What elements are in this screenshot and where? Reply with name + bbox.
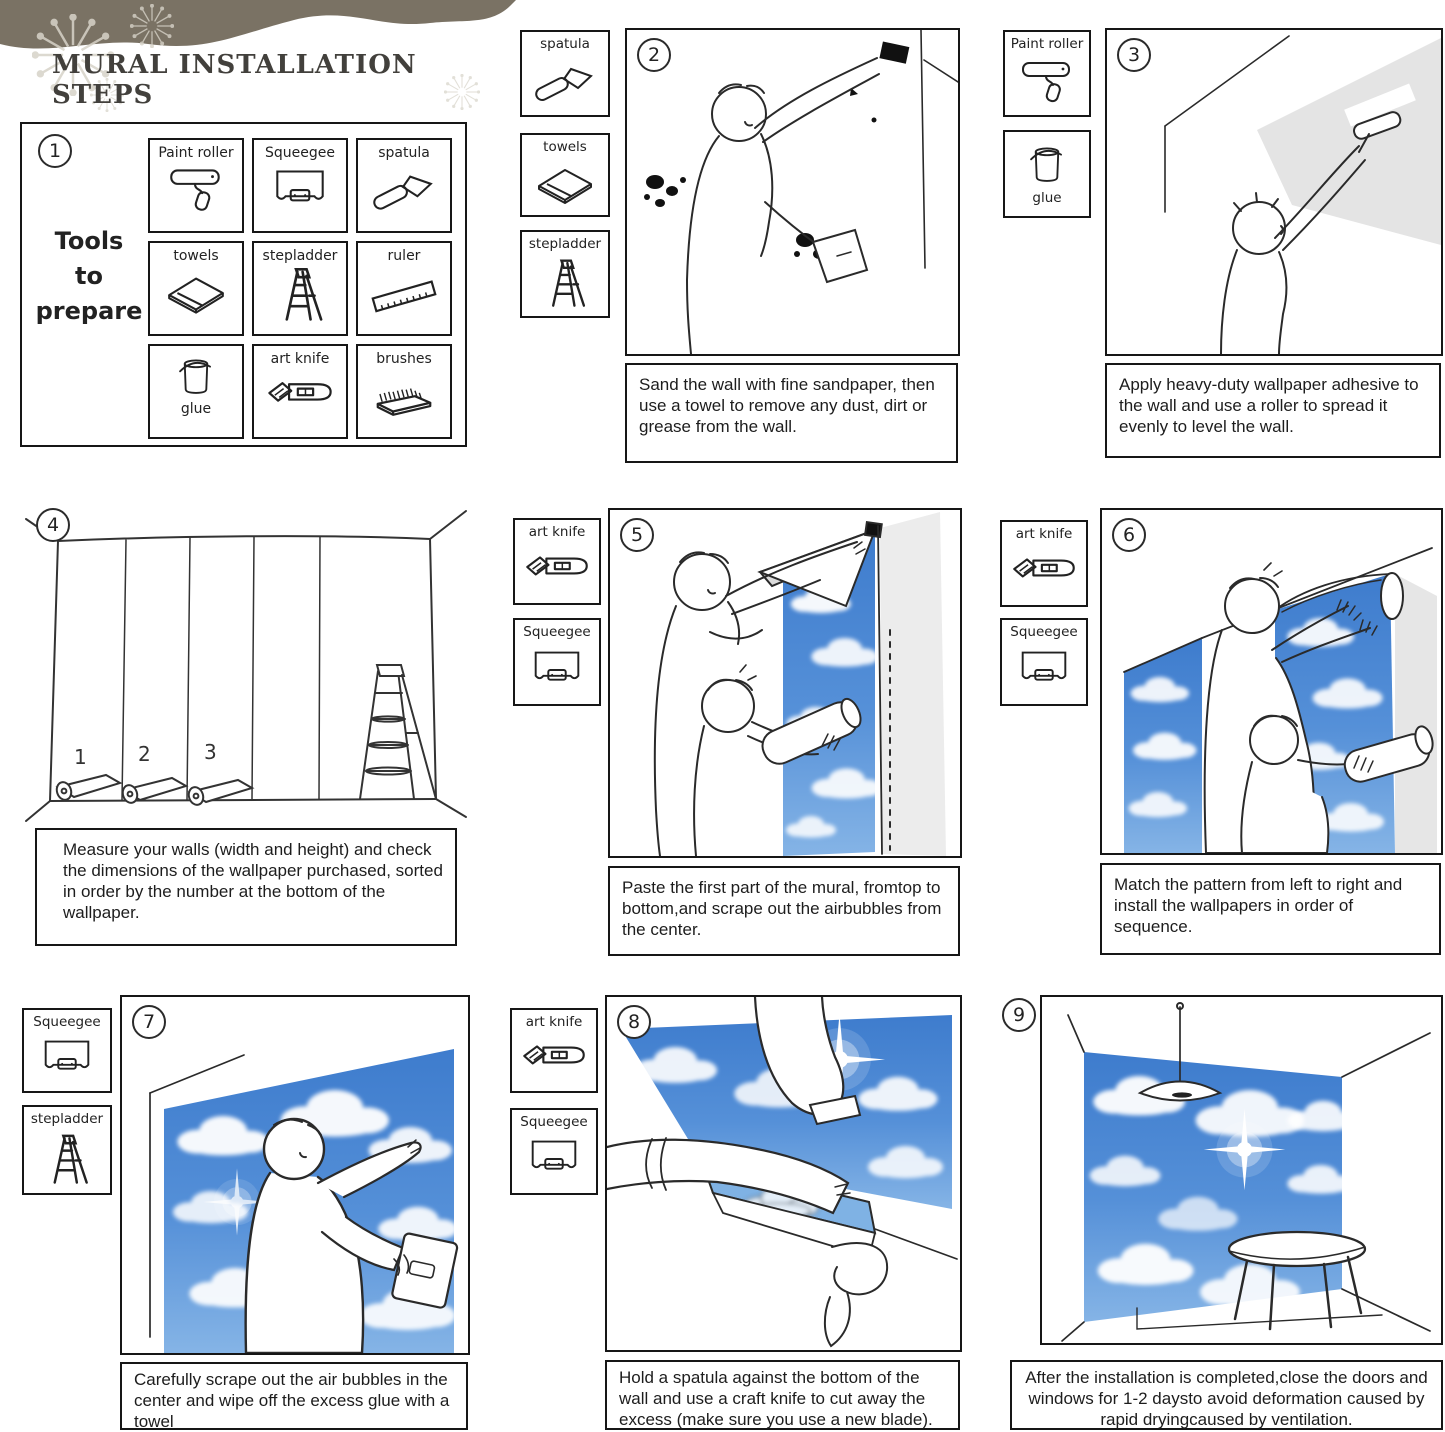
wall-panel-number-3: 3 [204,740,217,764]
step1-number: 1 [38,134,72,168]
step6-illustration-match-pattern [1102,510,1441,853]
step6-tool-squeegee [1000,618,1088,706]
squeegee-icon [267,161,333,217]
step6-tool-art-knife [1000,520,1088,607]
tool-label: Squeegee [520,1114,588,1130]
tool-label: Paint roller [1010,36,1084,52]
stepladder-icon [271,264,329,322]
step7-tool-stepladder [22,1105,112,1195]
tool-label: spatula [540,36,590,52]
tool-art-knife [252,344,348,439]
tool-paint-roller [148,138,244,233]
tool-glue [148,344,244,439]
step4-number: 4 [36,508,70,542]
step3-tool-paint-roller [1003,30,1091,117]
art-knife-icon [265,367,335,419]
step2-tool-towels [520,133,610,217]
step2-tool-stepladder [520,230,610,318]
glue-icon [166,351,226,401]
tool-label: art knife [528,524,586,540]
step8-tool-squeegee [510,1108,598,1195]
spatula-icon [371,161,437,217]
step9-illustration-box [1040,995,1443,1345]
tool-label: Paint roller [158,145,234,161]
step7-illustration-scrape-bubbles [122,997,468,1353]
tool-label: stepladder [528,236,602,252]
tool-label: towels [543,139,587,155]
step5-illustration-paste-first-panel [610,510,960,856]
tool-label: Squeegee [265,145,335,161]
glue-icon [1017,138,1077,190]
tool-label: stepladder [30,1111,104,1127]
step7-caption: Carefully scrape out the air bubbles in the center and wipe off the excess glue with a towel [120,1362,468,1430]
tool-stepladder [252,241,348,336]
step9-illustration-finished-room [1042,997,1441,1343]
art-knife-icon [523,542,591,592]
step3-caption: Apply heavy-duty wallpaper adhesive to the wall and use a roller to spread it evenly to level the wall. [1105,363,1441,458]
stepladder-icon [40,1129,94,1187]
paint-roller-icon [1015,54,1079,108]
step6-caption: Match the pattern from left to right and install the wallpapers in order of sequence. [1100,863,1441,955]
tool-label: ruler [387,248,421,264]
tool-towels [148,241,244,336]
step2-tool-spatula [520,30,610,117]
step3-illustration-applying-adhesive [1107,30,1441,354]
step8-tool-art-knife [510,1008,598,1093]
step7-illustration-box [120,995,470,1355]
spatula-icon [533,54,597,108]
tool-squeegee [252,138,348,233]
step3-illustration-box [1105,28,1443,356]
step9-caption: After the installation is completed,close the doors and windows for 1-2 daysto avoid deformation caused by rapid dryingcaused by ventilation. [1010,1360,1443,1430]
tool-spatula [356,138,452,233]
tool-label: spatula [378,145,430,161]
step8-number: 8 [617,1005,651,1039]
step1-tools-panel [20,122,467,447]
step4-caption: Measure your walls (width and height) and check the dimensions of the wallpaper purchased, sorted in order by the number at the bottom of the wallpaper. [35,828,457,946]
step2-illustration-box [625,28,960,356]
tool-ruler [356,241,452,336]
step2-caption: Sand the wall with fine sandpaper, then use a towel to remove any dust, dirt or grease from the wall. [625,363,958,463]
stepladder-icon [539,254,591,310]
tool-label: art knife [525,1014,583,1030]
squeegee-icon [526,642,588,696]
tools-panel-label: Tools to prepare [35,227,143,325]
page-title: MURAL INSTALLATION STEPS [52,50,417,110]
tool-label: art knife [270,351,330,367]
squeegee-icon [36,1032,98,1084]
tool-label: Squeegee [1010,624,1078,640]
step7-number: 7 [132,1005,166,1039]
step8-illustration-box [605,995,962,1352]
tool-label: glue [1032,190,1062,206]
step2-illustration-sanding-wall [627,30,958,354]
step8-caption: Hold a spatula against the bottom of the wall and use a craft knife to cut away the excess (make sure you use a new blade). [605,1360,960,1430]
step5-tool-squeegee [513,618,601,706]
step3-number: 3 [1117,38,1151,72]
towels-icon [163,264,229,320]
tool-label: glue [180,401,212,417]
wall-panel-number-2: 2 [138,742,151,766]
art-knife-icon [520,1032,588,1080]
step2-number: 2 [637,38,671,72]
squeegee-icon [523,1132,585,1184]
tool-label: stepladder [262,248,338,264]
step9-number: 9 [1002,998,1036,1032]
step7-tool-squeegee [22,1008,112,1093]
step6-number: 6 [1112,518,1146,552]
paint-roller-icon [163,161,229,217]
step4-illustration-wall-measure [22,505,470,823]
tool-label: art knife [1015,526,1073,542]
step5-caption: Paste the first part of the mural, fromtop to bottom,and scrape out the airbubbles from the center. [608,866,960,956]
tool-label: Squeegee [33,1014,101,1030]
step5-number: 5 [620,518,654,552]
tool-label: towels [173,248,219,264]
tool-brushes [356,344,452,439]
step5-tool-art-knife [513,518,601,605]
squeegee-icon [1013,642,1075,696]
tool-label: brushes [376,351,432,367]
step6-illustration-box [1100,508,1443,855]
art-knife-icon [1010,544,1078,594]
step8-illustration-trim-excess [607,997,960,1350]
step5-illustration-box [608,508,962,858]
ruler-icon [369,264,439,320]
towels-icon [533,157,597,209]
step3-tool-glue [1003,130,1091,218]
tool-label: Squeegee [523,624,591,640]
brushes-icon [369,367,439,421]
wall-panel-number-1: 1 [74,745,87,769]
tools-grid [148,138,452,439]
